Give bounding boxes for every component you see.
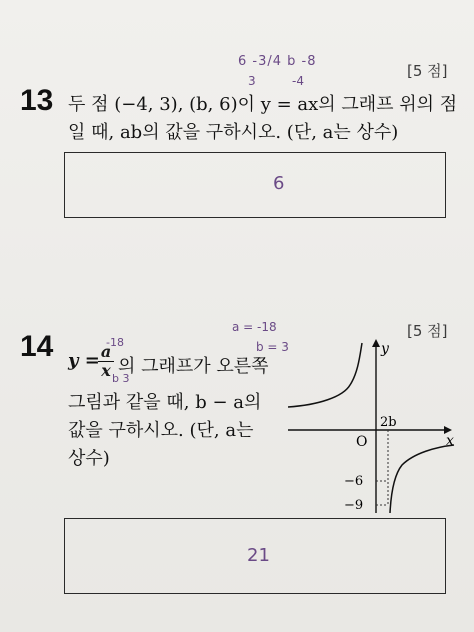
q14-curve-left-branch — [288, 343, 362, 407]
q13-points: [5 점] — [407, 62, 448, 80]
q14-y-arrow — [372, 339, 380, 347]
q14-x-axis-label: x — [446, 433, 454, 449]
q14-number: 14 — [20, 330, 54, 363]
q14-question-line2: 그림과 같을 때, b − a의 — [68, 392, 262, 413]
q13-handwritten-scratch: 6 -3/4 b -8 — [238, 54, 317, 69]
q14-graph — [288, 335, 468, 525]
q14-ytick-minus6: −6 — [344, 474, 364, 489]
q14-eq-denominator: x — [101, 361, 111, 380]
q13-handwritten-3: 3 — [248, 74, 256, 88]
q14-curve-right-branch — [390, 445, 454, 513]
q14-note-b: b = 3 — [256, 340, 289, 354]
q14-question-line3: 값을 구하시오. (단, a는 — [68, 420, 254, 441]
q13-handwritten-minus4: -4 — [292, 74, 304, 88]
q14-y-axis-label: y — [381, 341, 389, 357]
q14-points: [5 점] — [407, 322, 448, 340]
q13-question-line2: 일 때, ab의 값을 구하시오. (단, a는 상수) — [68, 122, 399, 143]
q14-xtick-2b: 2b — [380, 415, 397, 430]
q14-eq-lhs: y = — [68, 350, 100, 371]
q14-answer-text: 21 — [247, 545, 270, 566]
q14-handwritten-b3: b 3 — [112, 372, 130, 385]
q14-note-a: a = -18 — [232, 320, 277, 334]
q14-eq-numerator: a — [100, 342, 112, 361]
q13-answer-box[interactable] — [64, 152, 446, 218]
q14-origin-label: O — [356, 434, 368, 450]
q14-answer-box[interactable] — [64, 518, 446, 594]
q14-question-line4: 상수) — [68, 448, 110, 469]
q14-ytick-minus9: −9 — [344, 498, 364, 513]
q13-question-line1: 두 점 (−4, 3), (b, 6)이 y = ax의 그래프 위의 점 — [68, 94, 458, 115]
q14-question-line1: 의 그래프가 오른쪽 — [118, 356, 269, 377]
q14-handwritten-minus18: -18 — [106, 336, 124, 349]
q13-answer-text: 6 — [273, 173, 285, 194]
q13-number: 13 — [20, 84, 54, 117]
